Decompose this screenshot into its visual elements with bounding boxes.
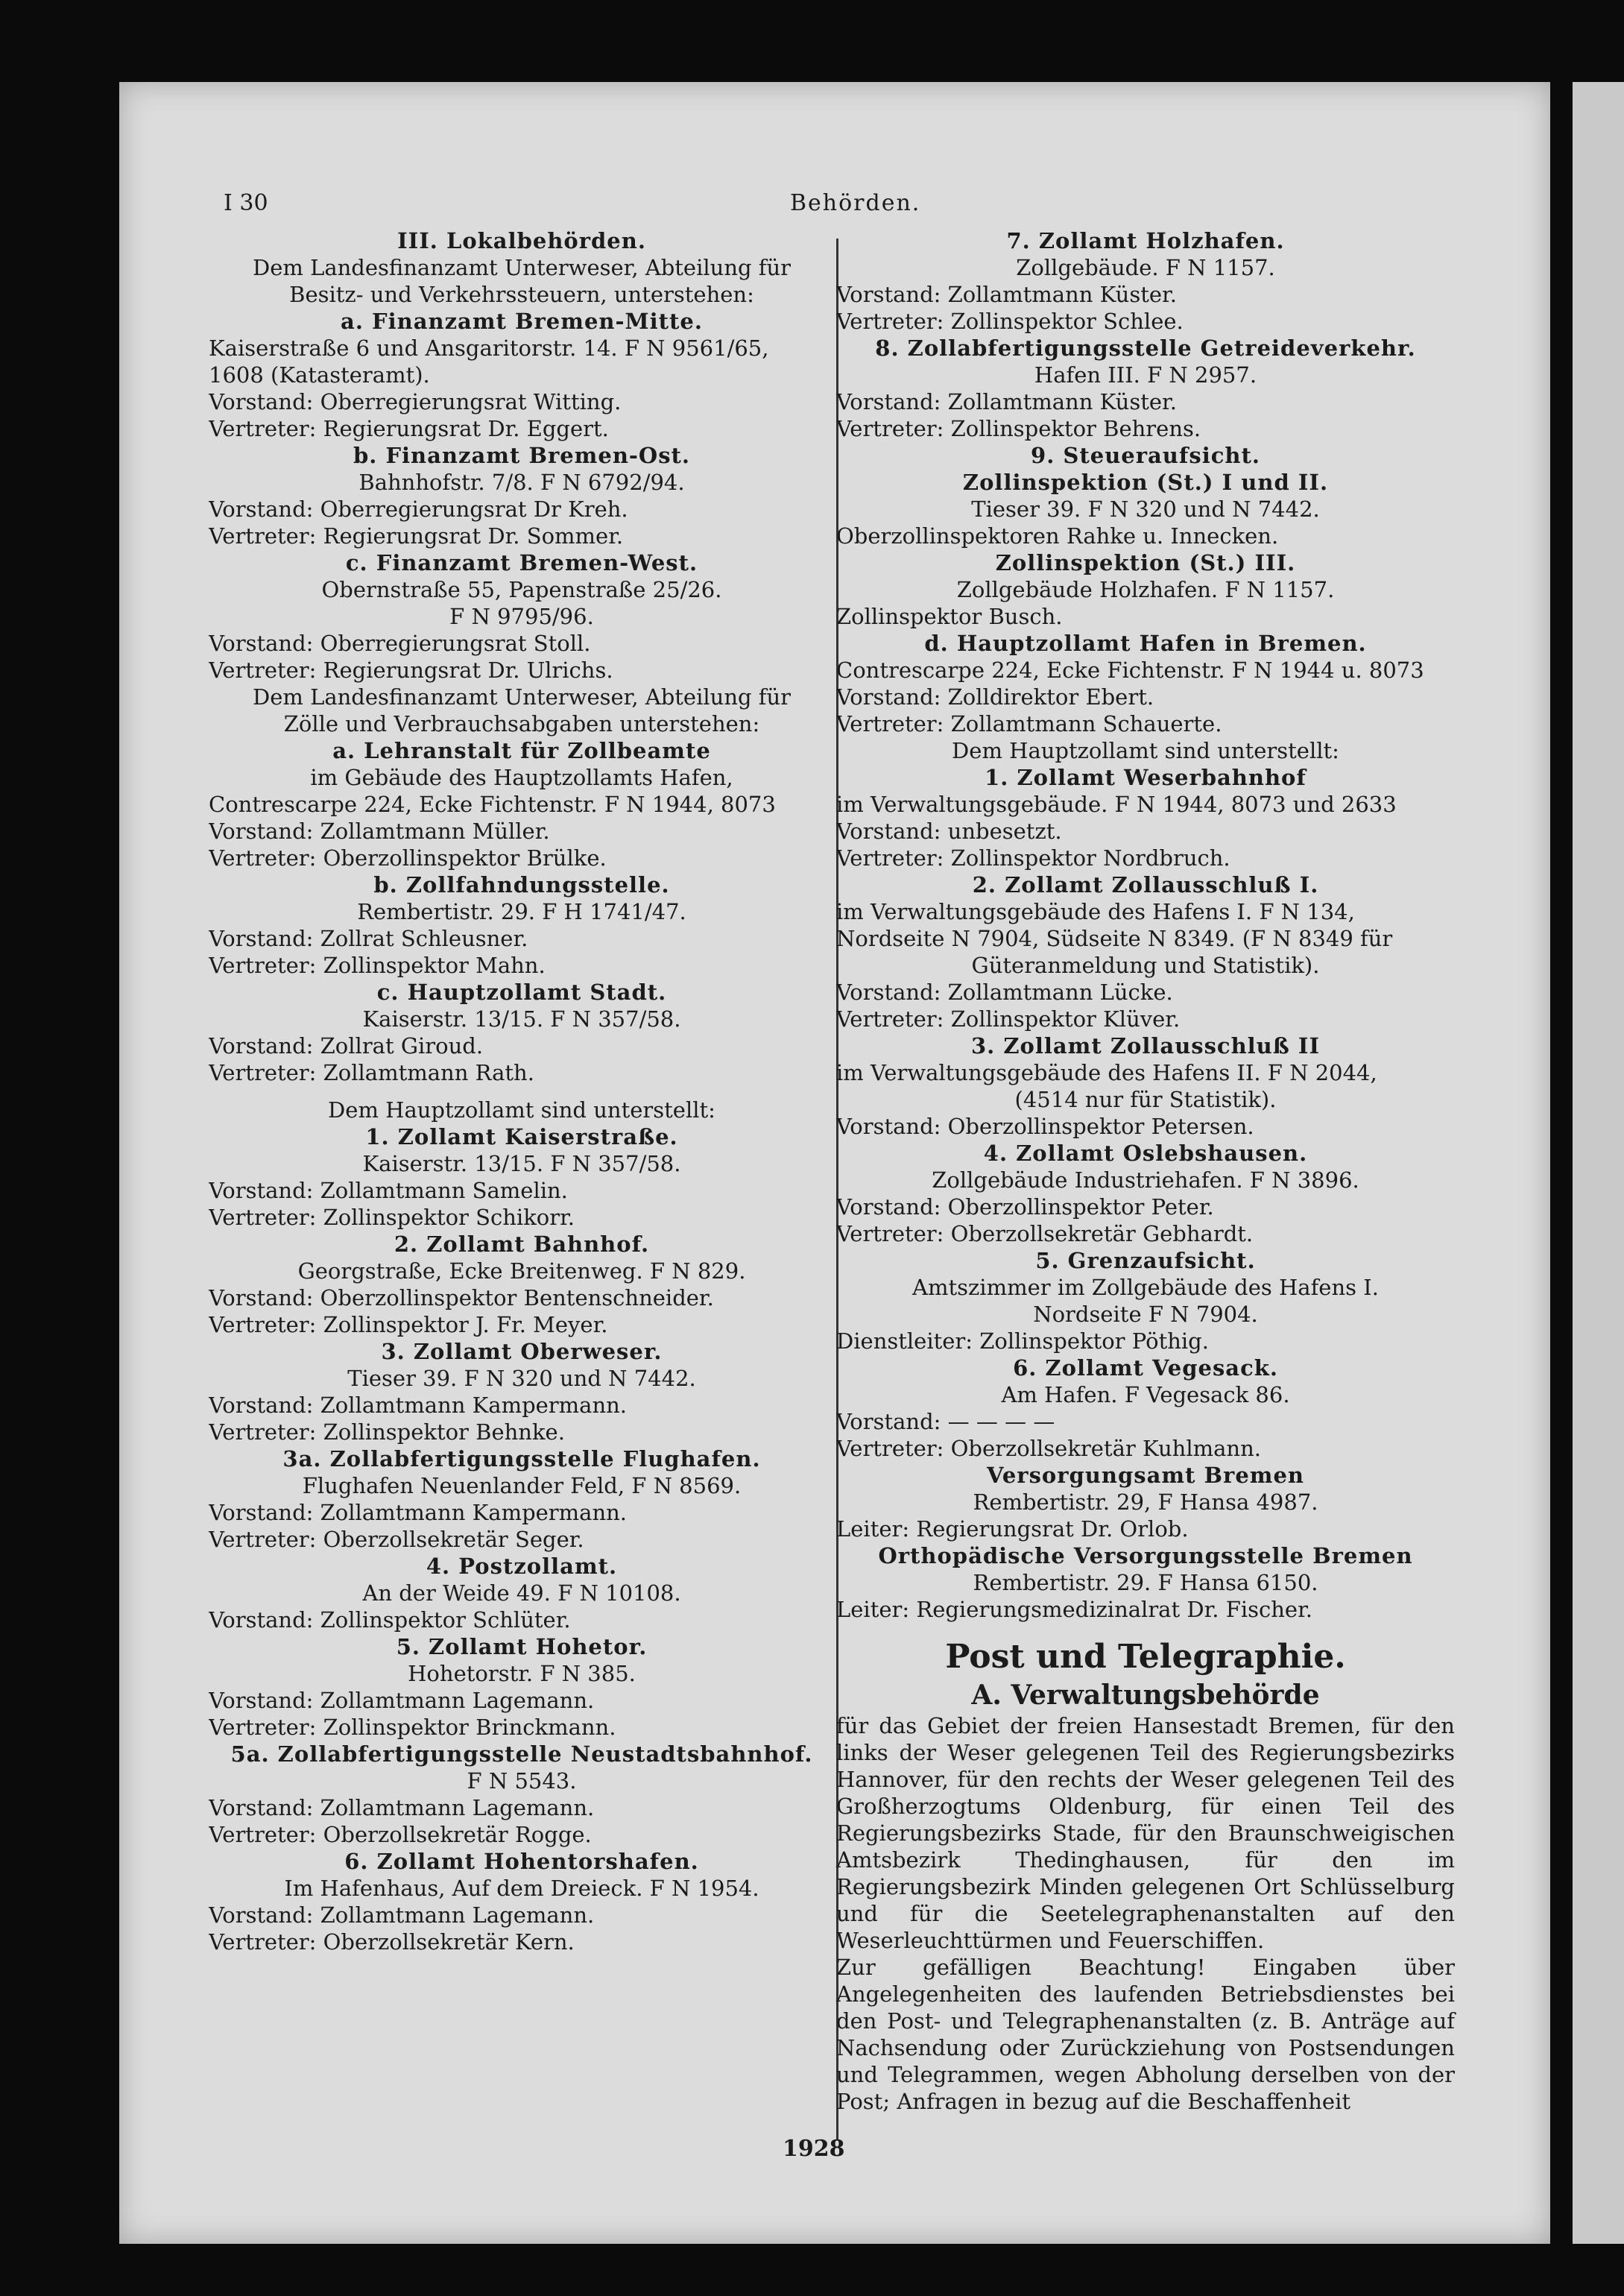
right-line-27: Güteranmeldung und Statistik). <box>971 953 1320 978</box>
left-line-39: Georgstraße, Ecke Breitenweg. F N 829. <box>297 1258 746 1284</box>
right-line-12: Zollinspektion (St.) III. <box>995 550 1296 575</box>
right-line-10: Tieser 39. F N 320 und N 7442. <box>971 496 1320 522</box>
left-line-1: Dem Landesfinanzamt Unterweser, Abteilung für <box>252 255 792 280</box>
right-line-51: Leiter: Regierungsmedizinalrat Dr. Fischer. <box>836 1597 1312 1622</box>
right-line-22: Vorstand: unbesetzt. <box>836 819 1062 844</box>
left-line-38: 2. Zollamt Bahnhof. <box>394 1231 650 1257</box>
right-line-7: Vertreter: Zollinspektor Behrens. <box>836 416 1201 441</box>
left-line-52: Vorstand: Zollinspektor Schlüter. <box>209 1607 571 1633</box>
right-line-26: Nordseite N 7904, Südseite N 8349. (F N 8349 für <box>836 926 1393 951</box>
right-line-35: Zollgebäude Industriehafen. F N 3896. <box>932 1167 1359 1193</box>
page-number: I 30 <box>224 190 268 216</box>
right-line-11: Oberzollinspektoren Rahke u. Innecken. <box>836 523 1279 549</box>
left-line-44: Vorstand: Zollamtmann Kampermann. <box>209 1393 628 1418</box>
right-line-33: Vorstand: Oberzollinspektor Petersen. <box>836 1114 1254 1139</box>
left-line-0: III. Lokalbehörden. <box>397 228 646 253</box>
left-line-34: 1. Zollamt Kaiserstraße. <box>365 1124 678 1149</box>
left-line-47: Flughafen Neuenlander Feld, F N 8569. <box>302 1473 742 1498</box>
right-line-6: Vorstand: Zollamtmann Küster. <box>836 389 1177 414</box>
left-line-26: Vorstand: Zollrat Schleusner. <box>209 926 528 951</box>
right-line-20: 1. Zollamt Weserbahnhof <box>985 765 1307 790</box>
left-line-48: Vorstand: Zollamtmann Kampermann. <box>209 1500 628 1525</box>
left-line-27: Vertreter: Zollinspektor Mahn. <box>209 953 546 978</box>
left-line-19: a. Lehranstalt für Zollbeamte <box>332 738 711 763</box>
left-line-7: Vertreter: Regierungsrat Dr. Eggert. <box>209 416 609 441</box>
left-line-30: Vorstand: Zollrat Giroud. <box>209 1033 484 1059</box>
right-column <box>836 227 1455 2115</box>
left-line-32 <box>209 1086 835 1097</box>
right-line-17: Vorstand: Zolldirektor Ebert. <box>836 684 1154 710</box>
right-line-2: Vorstand: Zollamtmann Küster. <box>836 282 1177 307</box>
left-line-56: Vertreter: Zollinspektor Brinckmann. <box>209 1715 616 1740</box>
left-line-40: Vorstand: Oberzollinspektor Bentenschneider. <box>209 1285 714 1311</box>
right-line-29: Vertreter: Zollinspektor Klüver. <box>836 1006 1181 1032</box>
right-line-46: Versorgungsamt Bremen <box>987 1463 1304 1488</box>
right-line-50: Rembertistr. 29. F Hansa 6150. <box>973 1570 1318 1595</box>
right-line-21: im Verwaltungsgebäude. F N 1944, 8073 und 2633 <box>836 792 1397 817</box>
right-line-13: Zollgebäude Holzhafen. F N 1157. <box>956 577 1335 602</box>
left-line-54: Hohetorstr. F N 385. <box>408 1661 636 1686</box>
left-line-53: 5. Zollamt Hohetor. <box>396 1634 648 1659</box>
right-line-14: Zollinspektor Busch. <box>836 604 1063 629</box>
left-line-61: 6. Zollamt Hohentorshafen. <box>344 1849 699 1874</box>
left-line-51: An der Weide 49. F N 10108. <box>362 1580 681 1606</box>
right-line-42: 6. Zollamt Vegesack. <box>1013 1355 1278 1381</box>
right-line-55: Zur gefälligen Beachtung! Eingaben über Angelegenheiten des laufenden Betriebsdienstes bei den Post- und Telegraphenanstalten (z. B. Anträge auf Nachsendung oder Zurückziehung von Postsendungen und Telegrammen, wegen Abholung derselben von der Post; Anfragen in bezug auf die Beschaffenheit <box>836 1955 1455 2114</box>
left-line-31: Vertreter: Zollamtmann Rath. <box>209 1060 534 1085</box>
left-line-24: b. Zollfahndungsstelle. <box>373 872 670 898</box>
right-line-34: 4. Zollamt Oslebshausen. <box>983 1141 1308 1166</box>
right-line-48: Leiter: Regierungsrat Dr. Orlob. <box>836 1516 1189 1542</box>
right-line-23: Vertreter: Zollinspektor Nordbruch. <box>836 845 1230 871</box>
right-line-43: Am Hafen. F Vegesack 86. <box>1001 1382 1290 1407</box>
left-line-3: a. Finanzamt Bremen-Mitte. <box>341 309 703 334</box>
right-line-49: Orthopädische Versorgungsstelle Bremen <box>878 1543 1413 1568</box>
left-line-37: Vertreter: Zollinspektor Schikorr. <box>209 1205 575 1230</box>
left-line-43: Tieser 39. F N 320 und N 7442. <box>347 1366 696 1391</box>
left-line-57: 5a. Zollabfertigungsstelle Neustadtsbahnhof. <box>230 1741 813 1767</box>
right-line-3: Vertreter: Zollinspektor Schlee. <box>836 309 1184 334</box>
left-line-10: Vorstand: Oberregierungsrat Dr Kreh. <box>209 496 628 522</box>
right-line-53: A. Verwaltungsbehörde <box>971 1680 1320 1711</box>
right-line-16: Contrescarpe 224, Ecke Fichtenstr. F N 1944 u. 8073 <box>836 657 1424 683</box>
left-line-9: Bahnhofstr. 7/8. F N 6792/94. <box>358 470 685 495</box>
left-line-8: b. Finanzamt Bremen-Ost. <box>353 443 691 468</box>
left-column <box>209 227 835 1955</box>
right-line-38: 5. Grenzaufsicht. <box>1035 1248 1256 1273</box>
right-line-18: Vertreter: Zollamtmann Schauerte. <box>836 711 1222 737</box>
left-line-55: Vorstand: Zollamtmann Lagemann. <box>209 1688 595 1713</box>
right-line-19: Dem Hauptzollamt sind unterstellt: <box>952 738 1339 763</box>
right-line-1: Zollgebäude. F N 1157. <box>1016 255 1275 280</box>
left-line-49: Vertreter: Oberzollsekretär Seger. <box>209 1527 584 1552</box>
left-line-22: Vorstand: Zollamtmann Müller. <box>209 819 550 844</box>
left-line-41: Vertreter: Zollinspektor J. Fr. Meyer. <box>209 1312 608 1337</box>
right-line-4: 8. Zollabfertigungsstelle Getreideverkehr. <box>875 335 1416 361</box>
right-line-15: d. Hauptzollamt Hafen in Bremen. <box>924 631 1367 656</box>
left-line-6: Vorstand: Oberregierungsrat Witting. <box>209 389 622 414</box>
right-line-44: Vorstand: — — — — <box>836 1409 1055 1434</box>
right-line-30: 3. Zollamt Zollausschluß II <box>970 1033 1321 1059</box>
left-line-21: Contrescarpe 224, Ecke Fichtenstr. F N 1944, 8073 <box>209 792 776 817</box>
left-line-42: 3. Zollamt Oberweser. <box>381 1339 663 1364</box>
left-line-14: F N 9795/96. <box>449 604 594 629</box>
right-line-32: (4514 nur für Statistik). <box>1014 1087 1277 1112</box>
right-line-8: 9. Steueraufsicht. <box>1031 443 1260 468</box>
adjacent-page-edge <box>1573 82 1624 2244</box>
left-line-33: Dem Hauptzollamt sind unterstellt: <box>328 1097 715 1123</box>
left-line-13: Obernstraße 55, Papenstraße 25/26. <box>321 577 722 602</box>
right-line-36: Vorstand: Oberzollinspektor Peter. <box>836 1194 1214 1220</box>
right-line-0: 7. Zollamt Holzhafen. <box>1006 228 1285 253</box>
left-line-2: Besitz- und Verkehrssteuern, unterstehen: <box>289 282 754 307</box>
left-line-46: 3a. Zollabfertigungsstelle Flughafen. <box>282 1446 761 1472</box>
left-line-29: Kaiserstr. 13/15. F N 357/58. <box>362 1006 681 1032</box>
left-line-35: Kaiserstr. 13/15. F N 357/58. <box>362 1151 681 1176</box>
left-line-5: 1608 (Katasteramt). <box>209 362 430 388</box>
right-line-37: Vertreter: Oberzollsekretär Gebhardt. <box>836 1221 1254 1246</box>
right-line-31: im Verwaltungsgebäude des Hafens II. F N 2044, <box>836 1060 1377 1085</box>
right-line-41: Dienstleiter: Zollinspektor Pöthig. <box>836 1328 1209 1354</box>
right-line-9: Zollinspektion (St.) I und II. <box>962 470 1329 495</box>
left-line-23: Vertreter: Oberzollinspektor Brülke. <box>209 845 607 871</box>
page-footer-year: 1928 <box>783 2136 845 2162</box>
left-line-45: Vertreter: Zollinspektor Behnke. <box>209 1419 565 1445</box>
left-line-20: im Gebäude des Hauptzollamts Hafen, <box>310 765 733 790</box>
left-line-62: Im Hafenhaus, Auf dem Dreieck. F N 1954. <box>284 1876 759 1901</box>
left-line-36: Vorstand: Zollamtmann Samelin. <box>209 1178 568 1203</box>
right-line-52: Post und Telegraphie. <box>945 1638 1346 1676</box>
right-line-25: im Verwaltungsgebäude des Hafens I. F N 134, <box>836 899 1355 924</box>
right-line-24: 2. Zollamt Zollausschluß I. <box>972 872 1319 898</box>
left-line-15: Vorstand: Oberregierungsrat Stoll. <box>209 631 591 656</box>
right-line-47: Rembertistr. 29, F Hansa 4987. <box>973 1489 1318 1515</box>
left-line-25: Rembertistr. 29. F H 1741/47. <box>357 899 686 924</box>
left-line-50: 4. Postzollamt. <box>426 1554 618 1579</box>
left-line-4: Kaiserstraße 6 und Ansgaritorstr. 14. F N 9561/65, <box>209 335 769 361</box>
left-line-58: F N 5543. <box>467 1768 577 1794</box>
left-line-11: Vertreter: Regierungsrat Dr. Sommer. <box>209 523 624 549</box>
left-line-12: c. Finanzamt Bremen-West. <box>345 550 698 575</box>
right-line-40: Nordseite F N 7904. <box>1033 1302 1258 1327</box>
right-line-54: für das Gebiet der freien Hansestadt Bremen, für den links der Weser gelegenen Teil des Regierungsbezirks Hannover, für den rechts der Weser gelegenen Teil des Großherzogtums Oldenburg, für einen Teil des Regierungsbezirks Stade, für den Braunschweigischen Amtsbezirk Thedinghausen, für den im Regierungsbezirk Minden gelegenen Ort Schlüsselburg und für die Seetelegraphenanstalten auf den Weserleuchttürmen und Feuerschiffen. <box>836 1713 1455 1953</box>
left-line-18: Zölle und Verbrauchsabgaben unterstehen: <box>283 711 760 737</box>
right-line-5: Hafen III. F N 2957. <box>1034 362 1257 388</box>
right-line-28: Vorstand: Zollamtmann Lücke. <box>836 980 1173 1005</box>
running-title: Behörden. <box>790 190 921 216</box>
left-line-60: Vertreter: Oberzollsekretär Rogge. <box>209 1822 592 1847</box>
right-line-45: Vertreter: Oberzollsekretär Kuhlmann. <box>836 1436 1261 1461</box>
left-line-63: Vorstand: Zollamtmann Lagemann. <box>209 1902 595 1928</box>
left-line-64: Vertreter: Oberzollsekretär Kern. <box>209 1929 575 1955</box>
left-line-59: Vorstand: Zollamtmann Lagemann. <box>209 1795 595 1820</box>
left-line-28: c. Hauptzollamt Stadt. <box>376 980 667 1005</box>
right-line-39: Amtszimmer im Zollgebäude des Hafens I. <box>912 1275 1379 1300</box>
left-line-17: Dem Landesfinanzamt Unterweser, Abteilung für <box>252 684 792 710</box>
left-line-16: Vertreter: Regierungsrat Dr. Ulrichs. <box>209 657 613 683</box>
